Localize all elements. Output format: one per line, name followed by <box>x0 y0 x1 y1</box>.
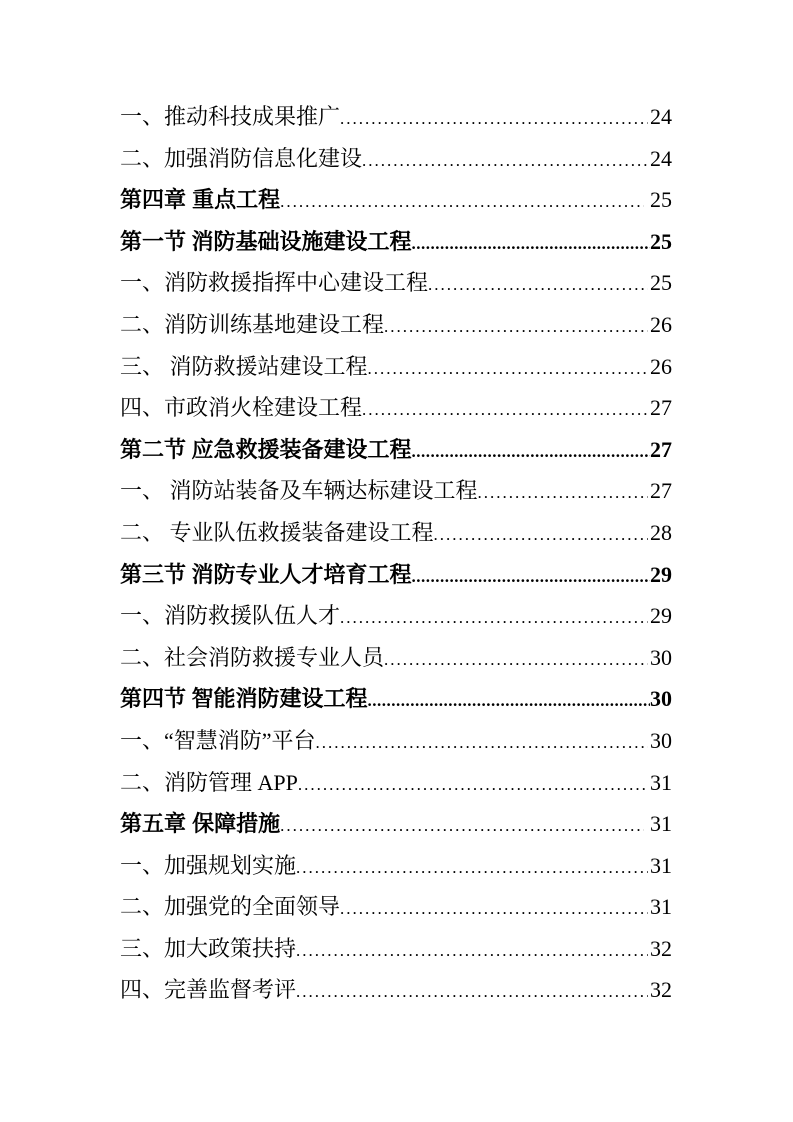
dot-leader <box>362 389 648 429</box>
toc-entry-title: 二、社会消防救援专业人员 <box>120 644 385 670</box>
toc-entry[interactable] <box>120 637 672 679</box>
dot-leader <box>384 306 648 346</box>
toc-page-number: 31 <box>650 811 672 837</box>
toc-entry-title: 二、消防训练基地建设工程 <box>120 311 385 337</box>
toc-entry[interactable] <box>120 969 672 1011</box>
dot-leader <box>478 472 648 512</box>
table-of-contents <box>120 96 672 1011</box>
dot-leader <box>434 514 648 554</box>
toc-page-number: 29 <box>650 603 672 629</box>
toc-page-number: 32 <box>650 977 672 1003</box>
toc-entry-title: 一、 消防站装备及车辆达标建设工程 <box>120 478 478 504</box>
dot-leader <box>412 556 650 596</box>
toc-page-number: 26 <box>650 353 672 379</box>
toc-entry-title: 第一节 消防基础设施建设工程 <box>120 228 412 254</box>
toc-entry-title: 二、 专业队伍救援装备建设工程 <box>120 519 434 545</box>
toc-entry-title: 第四章 重点工程 <box>120 187 281 213</box>
dot-leader <box>340 888 648 928</box>
toc-page-number: 27 <box>650 395 672 421</box>
dot-leader <box>412 223 650 263</box>
dot-leader <box>340 98 648 138</box>
toc-entry-title: 一、推动科技成果推广 <box>120 104 341 129</box>
dot-leader <box>298 764 648 804</box>
toc-entry-section[interactable] <box>120 554 672 596</box>
toc-entry[interactable] <box>120 96 672 138</box>
toc-entry-title: 三、 消防救援站建设工程 <box>120 353 368 379</box>
dot-leader <box>280 805 644 845</box>
toc-page-number: 25 <box>650 270 672 296</box>
toc-page-number: 27 <box>650 478 672 504</box>
toc-entry-title: 二、加强党的全面领导 <box>120 894 341 920</box>
dot-leader <box>368 680 650 720</box>
toc-page-number: 24 <box>650 104 672 129</box>
toc-entry-title: 一、消防救援指挥中心建设工程 <box>120 270 429 296</box>
dot-leader <box>296 847 648 887</box>
toc-entry-section[interactable] <box>120 221 672 263</box>
toc-entry[interactable] <box>120 138 672 180</box>
toc-page-number: 31 <box>650 894 672 920</box>
toc-entry-section[interactable] <box>120 678 672 720</box>
toc-page-number: 25 <box>650 228 672 254</box>
toc-page-number: 28 <box>650 519 672 545</box>
toc-entry-title: 二、加强消防信息化建设 <box>120 145 363 171</box>
toc-entry-title: 一、“智慧消防”平台 <box>120 727 316 753</box>
toc-entry-title: 四、完善监督考评 <box>120 977 297 1003</box>
toc-entry-title: 二、消防管理 APP <box>120 769 298 795</box>
dot-leader <box>296 930 648 970</box>
toc-page-number: 31 <box>650 769 672 795</box>
toc-page-number: 25 <box>650 187 672 213</box>
toc-entry-title: 第二节 应急救援装备建设工程 <box>120 436 412 462</box>
toc-entry[interactable] <box>120 262 672 304</box>
toc-entry[interactable] <box>120 886 672 928</box>
toc-entry-title: 三、加大政策扶持 <box>120 935 297 961</box>
toc-page-number: 32 <box>650 935 672 961</box>
dot-leader <box>428 264 648 304</box>
toc-entry-chapter[interactable] <box>120 179 672 221</box>
toc-page-number: 24 <box>650 145 672 171</box>
toc-entry-title: 第四节 智能消防建设工程 <box>120 686 368 712</box>
toc-entry-title: 四、市政消火栓建设工程 <box>120 395 363 421</box>
dot-leader <box>280 181 644 221</box>
toc-entry[interactable] <box>120 720 672 762</box>
dot-leader <box>296 971 648 1011</box>
toc-entry-chapter[interactable] <box>120 803 672 845</box>
toc-page-number: 30 <box>650 644 672 670</box>
toc-entry[interactable] <box>120 845 672 887</box>
toc-entry[interactable] <box>120 762 672 804</box>
toc-entry[interactable] <box>120 304 672 346</box>
toc-page-number: 30 <box>650 686 672 712</box>
toc-page-number: 27 <box>650 436 672 462</box>
toc-page-number: 30 <box>650 727 672 753</box>
toc-entry[interactable] <box>120 595 672 637</box>
toc-entry-title: 一、加强规划实施 <box>120 852 297 878</box>
toc-entry-section[interactable] <box>120 429 672 471</box>
toc-entry[interactable] <box>120 470 672 512</box>
dot-leader <box>412 431 650 471</box>
dot-leader <box>384 639 648 679</box>
toc-entry[interactable] <box>120 928 672 970</box>
toc-page-number: 29 <box>650 561 672 587</box>
dot-leader <box>316 722 648 762</box>
toc-entry[interactable] <box>120 387 672 429</box>
toc-page-number: 26 <box>650 311 672 337</box>
toc-entry-title: 第五章 保障措施 <box>120 811 281 837</box>
toc-entry[interactable] <box>120 346 672 388</box>
dot-leader <box>368 348 648 388</box>
dot-leader <box>362 140 648 180</box>
toc-entry[interactable] <box>120 512 672 554</box>
toc-page-number: 31 <box>650 852 672 878</box>
toc-entry-title: 第三节 消防专业人才培育工程 <box>120 561 412 587</box>
dot-leader <box>340 597 648 637</box>
toc-entry-title: 一、消防救援队伍人才 <box>120 603 341 629</box>
